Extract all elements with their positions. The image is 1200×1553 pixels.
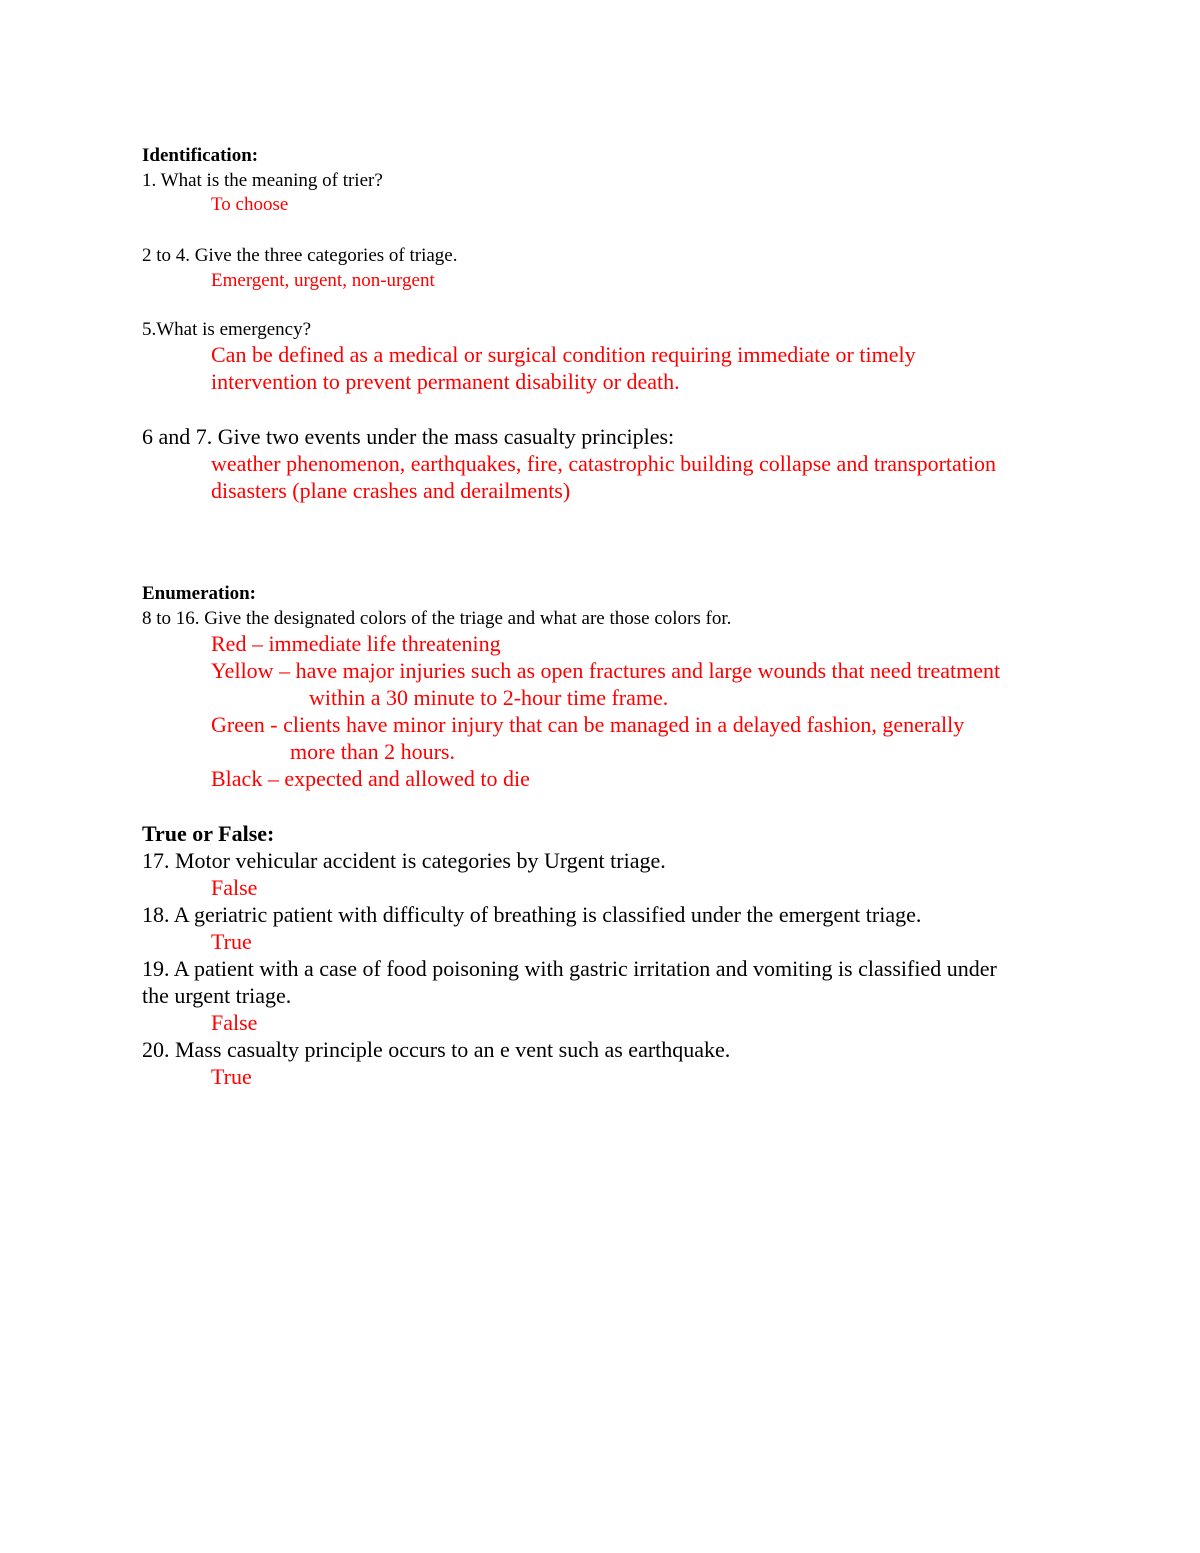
enumeration-heading: Enumeration: — [142, 583, 256, 604]
question-20: 20. Mass casualty principle occurs to an e vent such as earthquake. — [142, 1037, 731, 1062]
answer-1: To choose — [211, 194, 289, 215]
answer-red: Red – immediate life threatening — [211, 631, 501, 656]
question-6-7: 6 and 7. Give two events under the mass casualty principles: — [142, 424, 675, 449]
answer-green-line-1: Green - clients have minor injury that can be managed in a delayed fashion, generally — [211, 712, 965, 737]
answer-18: True — [211, 929, 252, 954]
answer-19: False — [211, 1010, 258, 1035]
answer-black: Black – expected and allowed to die — [211, 766, 530, 791]
answer-5-line-2: intervention to prevent permanent disability or death. — [211, 369, 680, 394]
question-5: 5.What is emergency? — [142, 319, 311, 340]
question-18: 18. A geriatric patient with difficulty of breathing is classified under the emergent triage. — [142, 902, 922, 927]
enumeration-question: 8 to 16. Give the designated colors of the triage and what are those colors for. — [142, 608, 732, 629]
answer-20: True — [211, 1064, 252, 1089]
answer-5-line-1: Can be defined as a medical or surgical condition requiring immediate or timely — [211, 342, 916, 367]
answer-2-4: Emergent, urgent, non-urgent — [211, 270, 435, 291]
answer-6-7-line-2: disasters (plane crashes and derailments) — [211, 478, 571, 503]
identification-heading: Identification: — [142, 145, 259, 166]
question-1: 1. What is the meaning of trier? — [142, 170, 383, 191]
question-19-line-1: 19. A patient with a case of food poisoning with gastric irritation and vomiting is classified under — [142, 956, 997, 981]
question-17: 17. Motor vehicular accident is categories by Urgent triage. — [142, 848, 666, 873]
answer-yellow-line-1: Yellow – have major injuries such as open fractures and large wounds that need treatment — [211, 658, 1001, 683]
true-false-heading: True or False: — [142, 821, 275, 846]
question-19-line-2: the urgent triage. — [142, 983, 292, 1008]
answer-yellow-line-2: within a 30 minute to 2-hour time frame. — [309, 685, 669, 710]
answer-green-line-2: more than 2 hours. — [290, 739, 455, 764]
answer-17: False — [211, 875, 258, 900]
question-2-4: 2 to 4. Give the three categories of triage. — [142, 245, 458, 266]
answer-6-7-line-1: weather phenomenon, earthquakes, fire, catastrophic building collapse and transportation — [211, 451, 997, 476]
